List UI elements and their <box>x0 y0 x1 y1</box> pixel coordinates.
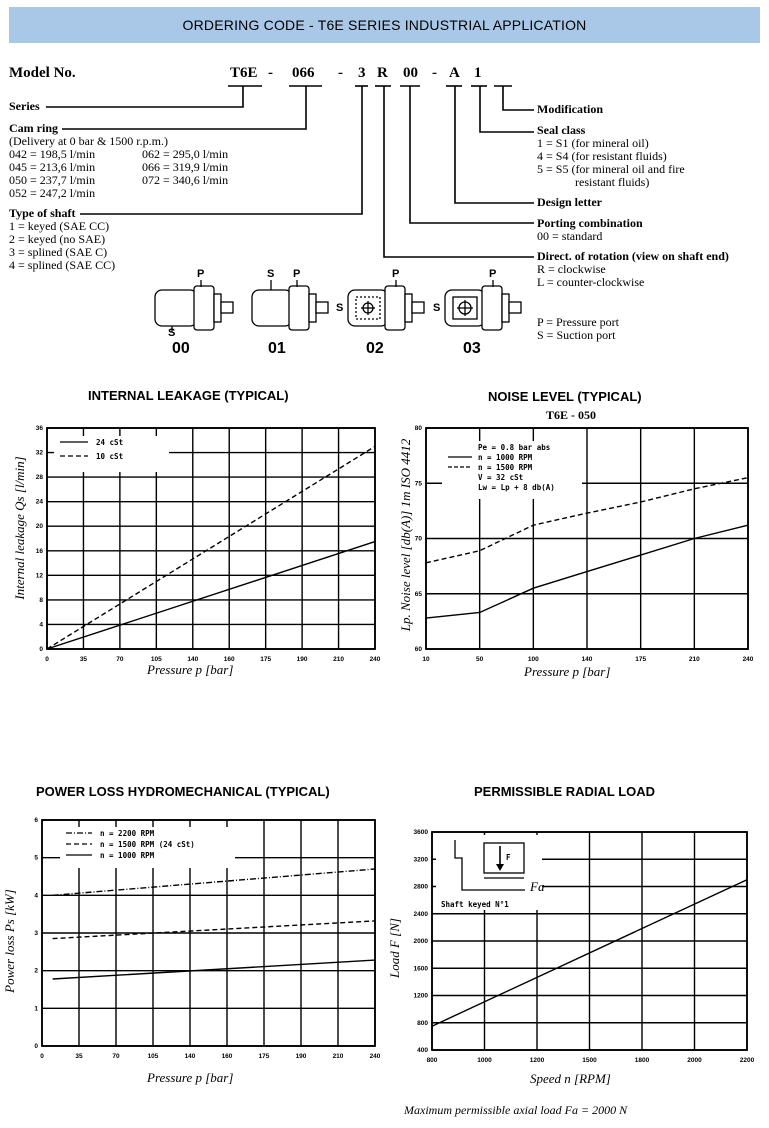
rotation-list: R = clockwise L = counter-clockwise <box>537 262 645 289</box>
porting-label-02: 02 <box>366 340 384 357</box>
y-tick-label: 8 <box>39 596 43 604</box>
code-porting: 00 <box>403 65 418 81</box>
legend-label: 24 cSt <box>96 438 124 447</box>
port-p-label: P <box>197 268 205 280</box>
x-tick-label: 190 <box>295 1053 307 1060</box>
y-tick-label: 3200 <box>413 856 428 864</box>
seal-list: 1 = S1 (for mineral oil) 4 = S4 (for resistant fluids) 5 = S5 (for mineral oil and fire resistant fluids) <box>537 136 685 189</box>
shaft-title: Type of shaft <box>9 206 76 220</box>
x-tick-label: 1000 <box>477 1057 492 1064</box>
cam-ring-note: (Delivery at 0 bar & 1500 r.p.m.) <box>9 134 168 148</box>
model-label: Model No. <box>9 65 76 81</box>
x-tick-label: 140 <box>187 656 199 663</box>
y-tick-label: 60 <box>414 646 422 653</box>
chart-title-noise: NOISE LEVEL (TYPICAL) <box>488 389 642 404</box>
y-tick-label: 36 <box>35 425 43 432</box>
x-tick-label: 240 <box>369 1053 381 1060</box>
chart-title-power: POWER LOSS HYDROMECHANICAL (TYPICAL) <box>36 784 330 799</box>
radial-ylabel: Load F [N] <box>387 918 402 978</box>
porting-label-01: 01 <box>268 340 286 357</box>
y-tick-label: 65 <box>414 590 422 598</box>
y-tick-label: 80 <box>414 425 422 432</box>
x-tick-label: 240 <box>742 656 754 663</box>
chart-subtitle-noise: T6E - 050 <box>546 408 597 422</box>
y-tick-label: 2800 <box>413 883 428 891</box>
x-tick-label: 190 <box>296 656 308 663</box>
y-tick-label: 70 <box>414 535 422 543</box>
x-tick-label: 0 <box>45 656 49 663</box>
x-tick-label: 1500 <box>582 1057 597 1064</box>
x-tick-label: 1200 <box>529 1057 545 1064</box>
port-s-label: S <box>336 302 344 314</box>
code-design: A <box>449 65 460 81</box>
shaft-list: 1 = keyed (SAE CC) 2 = keyed (no SAE) 3 = splined (SAE C) 4 = splined (SAE CC) <box>9 219 116 272</box>
y-tick-label: 1200 <box>413 992 428 1000</box>
x-tick-label: 70 <box>112 1053 120 1060</box>
modification-label: Modification <box>537 102 603 116</box>
y-tick-label: 0 <box>34 1043 38 1050</box>
x-tick-label: 210 <box>333 656 344 663</box>
x-tick-label: 35 <box>79 656 88 663</box>
legend-label: Lw = Lp + 8 db(A) <box>478 483 555 492</box>
x-tick-label: 175 <box>260 656 272 663</box>
y-tick-label: 28 <box>35 474 43 482</box>
y-tick-label: 4 <box>39 621 43 629</box>
legend-label: n = 1000 RPM <box>100 851 155 860</box>
inset-caption: Shaft keyed N°1 <box>441 900 509 909</box>
code-cam: 066 <box>292 65 315 81</box>
y-tick-label: 3600 <box>413 829 428 836</box>
power-ylabel: Power loss Ps [kW] <box>2 889 17 993</box>
porting-title: Porting combination <box>537 216 643 230</box>
x-tick-label: 50 <box>476 656 484 663</box>
x-tick-label: 100 <box>527 656 539 663</box>
x-tick-label: 105 <box>150 656 162 663</box>
y-tick-label: 0 <box>39 646 43 653</box>
x-tick-label: 70 <box>116 656 124 663</box>
x-tick-label: 210 <box>332 1053 344 1060</box>
chart-title-radial: PERMISSIBLE RADIAL LOAD <box>474 784 656 799</box>
leakage-xlabel: Pressure p [bar] <box>147 662 234 677</box>
y-tick-label: 4 <box>34 892 38 900</box>
inset-label-fa: Fa <box>530 879 545 894</box>
x-tick-label: 210 <box>688 656 700 663</box>
y-tick-label: 1 <box>34 1005 38 1013</box>
y-tick-label: 2400 <box>413 910 428 918</box>
cam-ring-col1: 042 = 198,5 l/min 045 = 213,6 l/min 050 = 237,7 l/min 052 = 247,2 l/min <box>9 147 96 200</box>
legend-label: Pe = 0.8 bar abs <box>478 443 551 452</box>
y-tick-label: 32 <box>35 449 43 457</box>
port-p-label: P <box>392 268 400 280</box>
port-s-label: S <box>433 302 441 314</box>
code-dash: - <box>338 65 343 81</box>
code-dash: - <box>432 65 437 81</box>
x-tick-label: 35 <box>75 1053 83 1060</box>
y-tick-label: 6 <box>34 817 38 824</box>
x-tick-label: 1800 <box>634 1057 650 1064</box>
code-dash: - <box>268 65 273 81</box>
legend-label: V = 32 cSt <box>478 473 524 482</box>
x-tick-label: 140 <box>581 656 593 663</box>
x-tick-label: 800 <box>426 1057 438 1064</box>
x-tick-label: 10 <box>422 656 430 663</box>
series-label: Series <box>9 99 40 113</box>
port-p-label: P <box>293 268 301 280</box>
port-s-label: S <box>267 268 275 280</box>
x-tick-label: 0 <box>40 1053 44 1060</box>
inset-label-f: F <box>506 853 511 862</box>
y-tick-label: 12 <box>35 572 43 580</box>
legend-label: n = 1500 RPM <box>478 463 533 472</box>
cam-ring-title: Cam ring <box>9 121 58 135</box>
noise-ylabel: Lp. Noise level [db(A)] 1m ISO 4412 <box>398 438 413 632</box>
x-tick-label: 240 <box>369 656 381 663</box>
code-shaft: 3 <box>358 65 366 81</box>
x-tick-label: 175 <box>258 1053 270 1060</box>
y-tick-label: 16 <box>35 547 43 555</box>
legend-label: n = 2200 RPM <box>100 829 155 838</box>
y-tick-label: 400 <box>417 1047 428 1054</box>
y-tick-label: 2000 <box>413 938 428 945</box>
y-tick-label: 5 <box>34 854 38 862</box>
code-series: T6E <box>230 65 258 81</box>
page-header: ORDERING CODE - T6E SERIES INDUSTRIAL APPLICATION <box>9 7 760 43</box>
y-tick-label: 1600 <box>413 965 428 973</box>
chart-title-leakage: INTERNAL LEAKAGE (TYPICAL) <box>88 388 289 403</box>
x-tick-label: 2200 <box>739 1057 755 1064</box>
x-tick-label: 160 <box>223 656 235 663</box>
x-tick-label: 105 <box>147 1053 159 1060</box>
porting-label-03: 03 <box>463 340 481 357</box>
x-tick-label: 2000 <box>687 1057 702 1064</box>
porting-item: 00 = standard <box>537 229 603 243</box>
code-rotation: R <box>377 65 388 81</box>
x-tick-label: 160 <box>221 1053 233 1060</box>
seal-title: Seal class <box>537 123 586 137</box>
y-tick-label: 2 <box>34 967 38 975</box>
design-label: Design letter <box>537 195 602 209</box>
legend-label: n = 1500 RPM (24 cSt) <box>100 840 195 849</box>
port-p-label: P <box>489 268 497 280</box>
legend-label: 10 cSt <box>96 452 124 461</box>
port-s-label: S <box>168 327 176 339</box>
code-seal: 1 <box>474 65 482 81</box>
ports-legend: P = Pressure port S = Suction port <box>537 315 619 342</box>
y-tick-label: 20 <box>35 523 43 531</box>
radial-footnote: Maximum permissible axial load Fa = 2000 N <box>404 1103 628 1117</box>
cam-ring-col2: 062 = 295,0 l/min 066 = 319,9 l/min 072 = 340,6 l/min <box>142 147 229 187</box>
noise-xlabel: Pressure p [bar] <box>524 664 611 679</box>
power-xlabel: Pressure p [bar] <box>147 1070 234 1085</box>
leakage-ylabel: Internal leakage Qs [l/min] <box>12 456 27 600</box>
y-tick-label: 24 <box>35 498 43 506</box>
rotation-title: Direct. of rotation (view on shaft end) <box>537 249 729 263</box>
y-tick-label: 75 <box>414 480 422 488</box>
x-tick-label: 175 <box>635 656 647 663</box>
y-tick-label: 800 <box>417 1019 428 1027</box>
radial-xlabel: Speed n [RPM] <box>530 1071 611 1086</box>
legend-label: n = 1000 RPM <box>478 453 533 462</box>
y-tick-label: 3 <box>34 930 38 937</box>
porting-label-00: 00 <box>172 340 190 357</box>
x-tick-label: 140 <box>184 1053 196 1060</box>
